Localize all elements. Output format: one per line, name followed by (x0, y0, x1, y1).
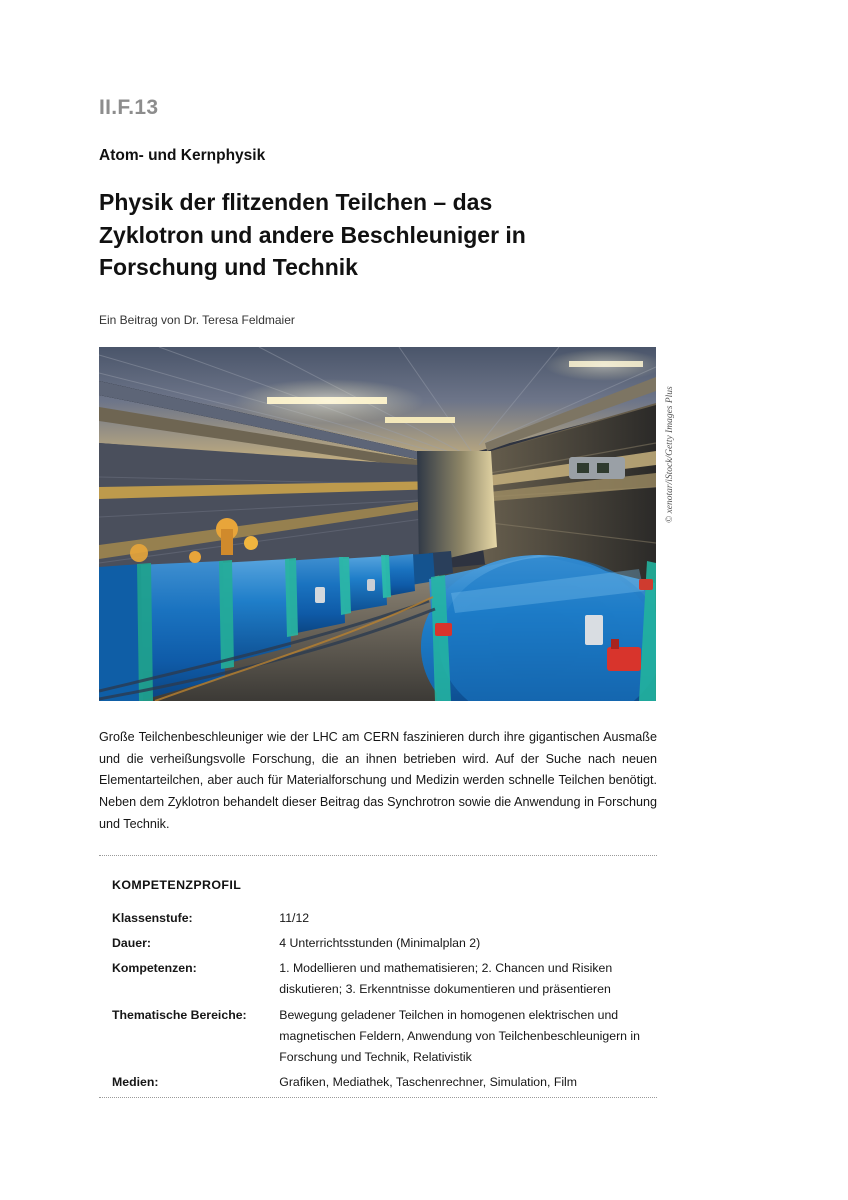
table-row (112, 933, 657, 958)
image-credit: © xenotar/iStock/Getty Images Plus (665, 386, 675, 523)
table-row (112, 908, 657, 933)
table-row (112, 1005, 657, 1072)
row-value: Bewegung geladener Teilchen in homogenen elektrischen und magnetischen Feldern, Anwendung von Teilchenbeschleunigern in Forschung und Technik, Relativistik (279, 1007, 640, 1064)
hero-image (99, 347, 656, 701)
table-row (112, 1072, 657, 1097)
row-value: 11/12 (279, 911, 310, 925)
row-label: Klassenstufe: (112, 911, 193, 925)
row-label: Kompetenzen: (112, 961, 197, 976)
competence-profile-heading: KOMPETENZPROFIL (112, 878, 242, 892)
divider-bottom (99, 1097, 657, 1098)
row-label: Dauer: (112, 936, 151, 951)
page-title: Physik der flitzenden Teilchen – das Zyklotron und andere Beschleuniger in Forschung und Technik (99, 189, 526, 281)
document-subject: Atom- und Kernphysik (99, 147, 266, 164)
row-label: Thematische Bereiche: (112, 1007, 247, 1022)
intro-paragraph: Große Teilchenbeschleuniger wie der LHC am CERN faszinieren durch ihre gigantischen Ausmaße und die verheißungsvolle Forschung, die an ihnen betrieben wird. Auf der Suche nach neuen Elementarteilchen, aber auch für Materialforschung und Medizin werden schnelle Teilchen benötigt. Neben dem Zyklotron behandelt dieser Beitrag das Synchrotron sowie die Anwendung in Forschung und Technik. (99, 730, 657, 831)
row-value: 4 Unterrichtsstunden (Minimalplan 2) (279, 936, 481, 951)
row-label: Medien: (112, 1074, 159, 1089)
table-row (112, 958, 657, 1004)
competence-profile-table (112, 908, 657, 1097)
document-author: Ein Beitrag von Dr. Teresa Feldmaier (99, 313, 295, 327)
divider-top (99, 855, 657, 856)
document-code: II.F.13 (99, 96, 159, 119)
row-value: Grafiken, Mediathek, Taschenrechner, Simulation, Film (279, 1074, 578, 1089)
row-value: 1. Modellieren und mathematisieren; 2. Chancen und Risiken diskutieren; 3. Erkenntnisse dokumentieren und präsentieren (279, 961, 613, 997)
particle-accelerator-tunnel-illustration (99, 347, 656, 701)
